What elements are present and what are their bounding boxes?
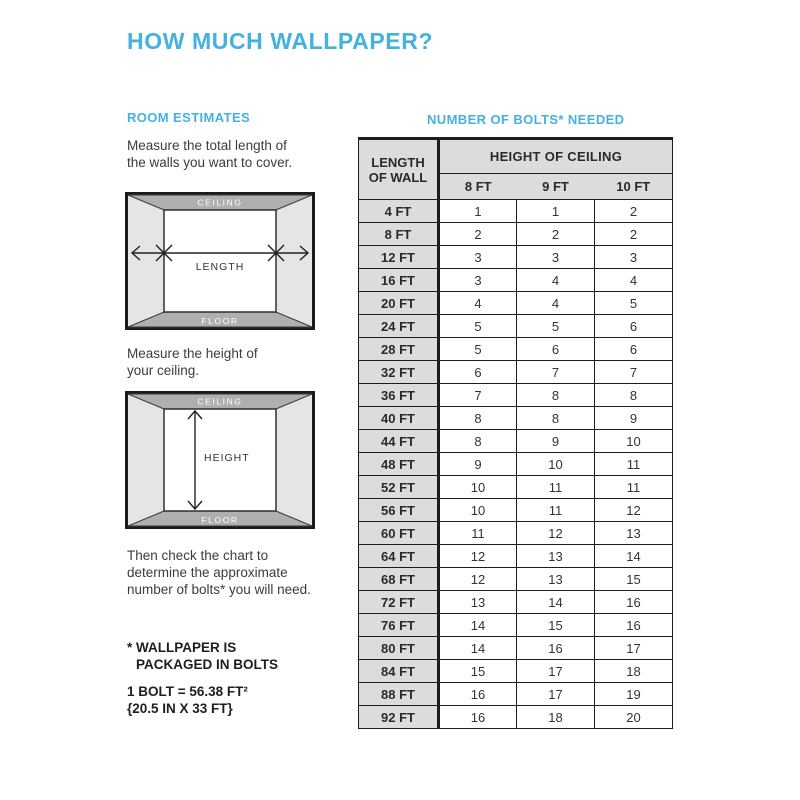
bolt-count-cell: 2 [595, 200, 673, 223]
instruction-height-line2: your ceiling. [127, 363, 200, 378]
bolt-count-cell: 14 [439, 614, 517, 637]
bolt-count-cell: 13 [517, 545, 595, 568]
instruction-length-line2: the walls you want to cover. [127, 155, 293, 170]
wall-length-cell: 48 FT [359, 453, 439, 476]
instruction-chart-line1: Then check the chart to [127, 548, 269, 563]
bolt-count-cell: 2 [439, 223, 517, 246]
bolt-count-cell: 13 [517, 568, 595, 591]
wall-length-cell: 60 FT [359, 522, 439, 545]
bolt-count-cell: 4 [595, 269, 673, 292]
bolt-count-cell: 2 [517, 223, 595, 246]
bolt-count-cell: 18 [595, 660, 673, 683]
bolt-count-cell: 13 [439, 591, 517, 614]
bolt-count-cell: 17 [595, 637, 673, 660]
table-row [359, 292, 673, 315]
col-header-8ft: 8 FT [439, 174, 517, 200]
table-row [359, 499, 673, 522]
bolt-count-cell: 14 [595, 545, 673, 568]
bolt-count-cell: 11 [439, 522, 517, 545]
table-row [359, 614, 673, 637]
bolt-count-cell: 6 [517, 338, 595, 361]
wall-length-cell: 68 FT [359, 568, 439, 591]
col-header-10ft: 10 FT [595, 174, 673, 200]
bolt-count-cell: 9 [517, 430, 595, 453]
length-of-wall-line1: LENGTH [371, 154, 425, 170]
wall-length-cell: 80 FT [359, 637, 439, 660]
bolt-count-cell: 15 [595, 568, 673, 591]
bolt-count-cell: 2 [595, 223, 673, 246]
wall-length-cell: 32 FT [359, 361, 439, 384]
bolt-count-cell: 7 [439, 384, 517, 407]
bolt-count-cell: 13 [595, 522, 673, 545]
table-row [359, 522, 673, 545]
table-row [359, 476, 673, 499]
height-of-ceiling-header: HEIGHT OF CEILING [439, 139, 673, 174]
length-of-wall-header [359, 139, 439, 200]
bolt-size-note [127, 683, 248, 717]
instruction-chart [127, 547, 311, 598]
bolt-count-cell: 8 [517, 384, 595, 407]
floor-label: FLOOR [201, 515, 239, 525]
table-row [359, 683, 673, 706]
bolt-count-cell: 6 [595, 315, 673, 338]
bolt-count-cell: 5 [439, 338, 517, 361]
instruction-height [127, 345, 258, 379]
bolt-count-cell: 4 [517, 269, 595, 292]
wall-length-cell: 24 FT [359, 315, 439, 338]
bolt-count-cell: 16 [517, 637, 595, 660]
bolt-count-cell: 10 [595, 430, 673, 453]
bolt-count-cell: 3 [595, 246, 673, 269]
bolt-count-cell: 5 [595, 292, 673, 315]
wall-length-cell: 92 FT [359, 706, 439, 729]
bolt-count-cell: 11 [517, 476, 595, 499]
table-row [359, 315, 673, 338]
bolt-count-cell: 15 [439, 660, 517, 683]
instruction-length-line1: Measure the total length of [127, 138, 287, 153]
bolt-count-cell: 16 [595, 591, 673, 614]
page-title: HOW MUCH WALLPAPER? [127, 28, 434, 54]
bolt-count-cell: 9 [595, 407, 673, 430]
bolt-count-cell: 16 [439, 683, 517, 706]
bolt-count-cell: 6 [595, 338, 673, 361]
bolt-count-cell: 4 [439, 292, 517, 315]
wallpaper-note-line2: PACKAGED IN BOLTS [136, 657, 279, 672]
table-row [359, 706, 673, 729]
bolt-count-cell: 6 [439, 361, 517, 384]
wall-length-cell: 76 FT [359, 614, 439, 637]
bolt-count-cell: 5 [439, 315, 517, 338]
ceiling-label: CEILING [197, 396, 243, 407]
wall-length-cell: 20 FT [359, 292, 439, 315]
wall-length-cell: 8 FT [359, 223, 439, 246]
bolt-count-cell: 17 [517, 660, 595, 683]
bolt-count-cell: 11 [517, 499, 595, 522]
wall-length-cell: 88 FT [359, 683, 439, 706]
table-row [359, 407, 673, 430]
bolt-count-cell: 12 [439, 568, 517, 591]
wallpaper-note-line1: * WALLPAPER IS [127, 640, 237, 655]
bolt-count-cell: 10 [439, 499, 517, 522]
wallpaper-bolts-note [127, 639, 278, 673]
bolt-count-cell: 1 [439, 200, 517, 223]
wall-length-cell: 84 FT [359, 660, 439, 683]
table-row [359, 361, 673, 384]
table-header-row-1 [359, 139, 673, 174]
bolt-count-cell: 9 [439, 453, 517, 476]
bolt-count-cell: 3 [439, 246, 517, 269]
wall-length-cell: 28 FT [359, 338, 439, 361]
table-row [359, 637, 673, 660]
bolt-count-cell: 3 [517, 246, 595, 269]
table-row [359, 660, 673, 683]
table-row [359, 591, 673, 614]
bolt-count-cell: 4 [517, 292, 595, 315]
bolt-count-cell: 10 [439, 476, 517, 499]
bolt-count-cell: 8 [517, 407, 595, 430]
bolt-count-cell: 7 [517, 361, 595, 384]
wall-length-cell: 4 FT [359, 200, 439, 223]
bolt-count-cell: 18 [517, 706, 595, 729]
floor-label: FLOOR [201, 316, 239, 326]
instruction-height-line1: Measure the height of [127, 346, 258, 361]
bolt-count-cell: 14 [439, 637, 517, 660]
wall-length-cell: 52 FT [359, 476, 439, 499]
table-row [359, 200, 673, 223]
length-of-wall-line2: OF WALL [368, 169, 428, 185]
wall-length-cell: 56 FT [359, 499, 439, 522]
instruction-length [127, 137, 292, 171]
bolt-count-cell: 17 [517, 683, 595, 706]
bolt-count-cell: 1 [517, 200, 595, 223]
bolt-size-line2: {20.5 IN X 33 FT} [127, 701, 233, 716]
bolt-count-cell: 12 [517, 522, 595, 545]
wall-length-cell: 12 FT [359, 246, 439, 269]
bolt-count-cell: 12 [595, 499, 673, 522]
bolt-count-cell: 16 [439, 706, 517, 729]
bolt-table-body [359, 200, 673, 729]
room-height-diagram [125, 391, 315, 529]
wall-length-cell: 44 FT [359, 430, 439, 453]
bolts-needed-heading: NUMBER OF BOLTS* NEEDED [427, 112, 625, 127]
bolt-count-cell: 11 [595, 476, 673, 499]
bolt-count-cell: 11 [595, 453, 673, 476]
bolt-count-cell: 19 [595, 683, 673, 706]
bolt-count-cell: 3 [439, 269, 517, 292]
table-row [359, 246, 673, 269]
table-row [359, 453, 673, 476]
bolt-count-cell: 8 [595, 384, 673, 407]
table-row [359, 430, 673, 453]
bolt-count-cell: 7 [595, 361, 673, 384]
table-row [359, 223, 673, 246]
table-row [359, 384, 673, 407]
room-estimates-heading: ROOM ESTIMATES [127, 110, 251, 125]
table-row [359, 269, 673, 292]
bolt-count-cell: 14 [517, 591, 595, 614]
bolt-count-cell: 8 [439, 430, 517, 453]
wall-length-cell: 36 FT [359, 384, 439, 407]
table-row [359, 545, 673, 568]
instruction-chart-line2: determine the approximate [127, 565, 288, 580]
length-dimension-label: LENGTH [195, 261, 245, 273]
instruction-chart-line3: number of bolts* you will need. [127, 582, 311, 597]
bolt-size-line1: 1 BOLT = 56.38 FT² [127, 684, 248, 699]
table-row [359, 568, 673, 591]
table-row [359, 338, 673, 361]
bolt-count-cell: 20 [595, 706, 673, 729]
bolt-count-cell: 10 [517, 453, 595, 476]
wall-length-cell: 64 FT [359, 545, 439, 568]
bolt-count-cell: 15 [517, 614, 595, 637]
wall-length-cell: 40 FT [359, 407, 439, 430]
col-header-9ft: 9 FT [517, 174, 595, 200]
wall-length-cell: 16 FT [359, 269, 439, 292]
bolts-table [358, 137, 673, 729]
bolt-count-cell: 8 [439, 407, 517, 430]
bolt-count-cell: 5 [517, 315, 595, 338]
wall-length-cell: 72 FT [359, 591, 439, 614]
ceiling-label: CEILING [197, 197, 243, 208]
height-dimension-label: HEIGHT [204, 452, 250, 464]
room-length-diagram [125, 192, 315, 330]
bolt-count-cell: 12 [439, 545, 517, 568]
bolt-count-cell: 16 [595, 614, 673, 637]
